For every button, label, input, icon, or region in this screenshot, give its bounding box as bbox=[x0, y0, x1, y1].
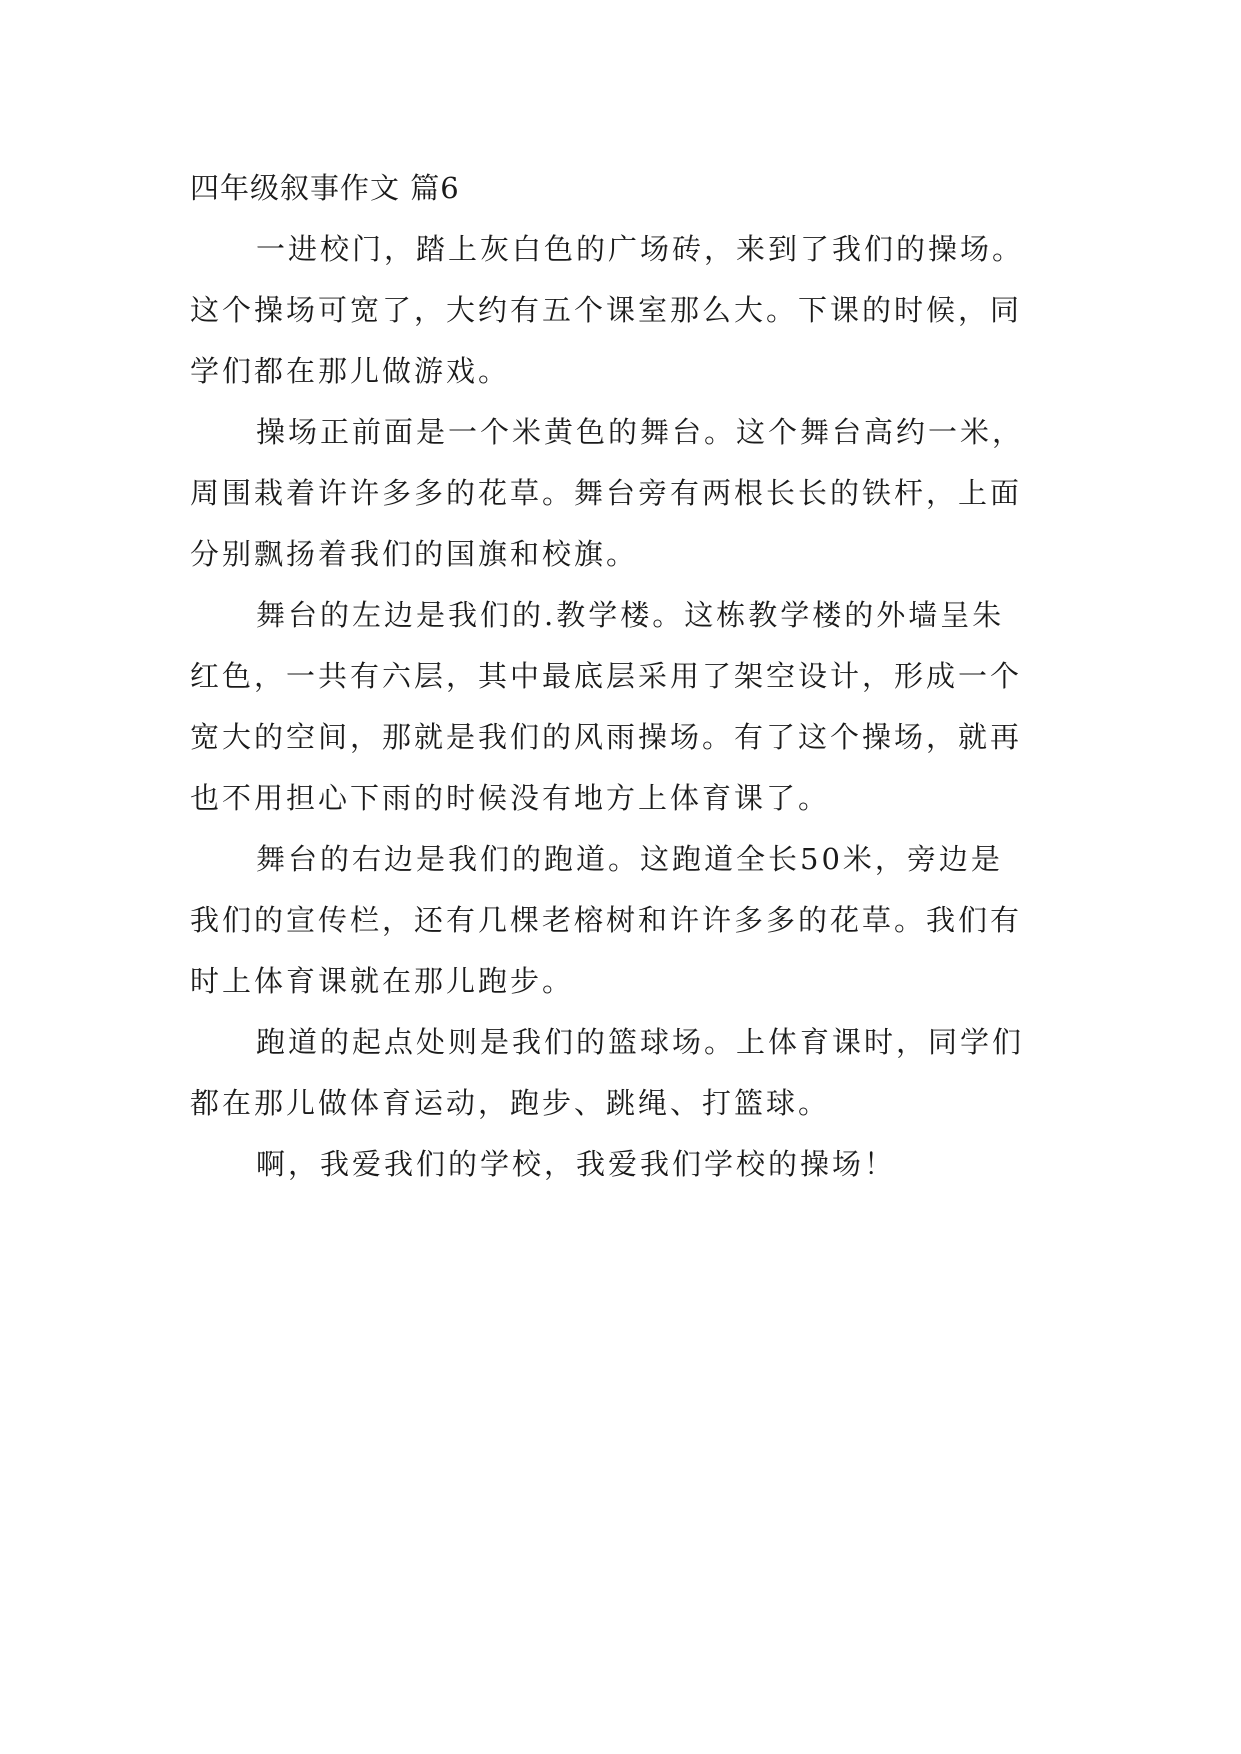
paragraph-4-line-1: 舞台的右边是我们的跑道。这跑道全长50米，旁边是 bbox=[256, 842, 1003, 876]
essay-title: 四年级叙事作文 篇6 bbox=[190, 171, 460, 205]
paragraph-6-line-1: 啊，我爱我们的学校，我爱我们学校的操场！ bbox=[256, 1147, 897, 1181]
paragraph-3-line-2: 红色，一共有六层，其中最底层采用了架空设计，形成一个 bbox=[190, 659, 1023, 693]
paragraph-5-line-1: 跑道的起点处则是我们的篮球场。上体育课时，同学们 bbox=[256, 1025, 1025, 1059]
paragraph-2-line-2: 周围栽着许许多多的花草。舞台旁有两根长长的铁杆，上面 bbox=[190, 476, 1023, 510]
paragraph-1-line-1: 一进校门，踏上灰白色的广场砖，来到了我们的操场。 bbox=[256, 232, 1025, 266]
essay-body bbox=[190, 158, 1040, 1195]
paragraph-5-line-2: 都在那儿做体育运动，跑步、跳绳、打篮球。 bbox=[190, 1086, 831, 1120]
paragraph-1-line-3: 学们都在那儿做游戏。 bbox=[190, 354, 511, 388]
paragraph-2-line-1: 操场正前面是一个米黄色的舞台。这个舞台高约一米， bbox=[256, 415, 1025, 449]
paragraph-3-line-3: 宽大的空间，那就是我们的风雨操场。有了这个操场，就再 bbox=[190, 720, 1023, 754]
paragraph-4-line-2: 我们的宣传栏，还有几棵老榕树和许许多多的花草。我们有 bbox=[190, 903, 1023, 937]
paragraph-3-line-1: 舞台的左边是我们的.教学楼。这栋教学楼的外墙呈朱 bbox=[256, 598, 1005, 632]
paragraph-3-line-4: 也不用担心下雨的时候没有地方上体育课了。 bbox=[190, 781, 831, 815]
paragraph-4-line-3: 时上体育课就在那儿跑步。 bbox=[190, 964, 575, 998]
paragraph-1-line-2: 这个操场可宽了，大约有五个课室那么大。下课的时候，同 bbox=[190, 293, 1023, 327]
paragraph-2-line-3: 分别飘扬着我们的国旗和校旗。 bbox=[190, 537, 639, 571]
